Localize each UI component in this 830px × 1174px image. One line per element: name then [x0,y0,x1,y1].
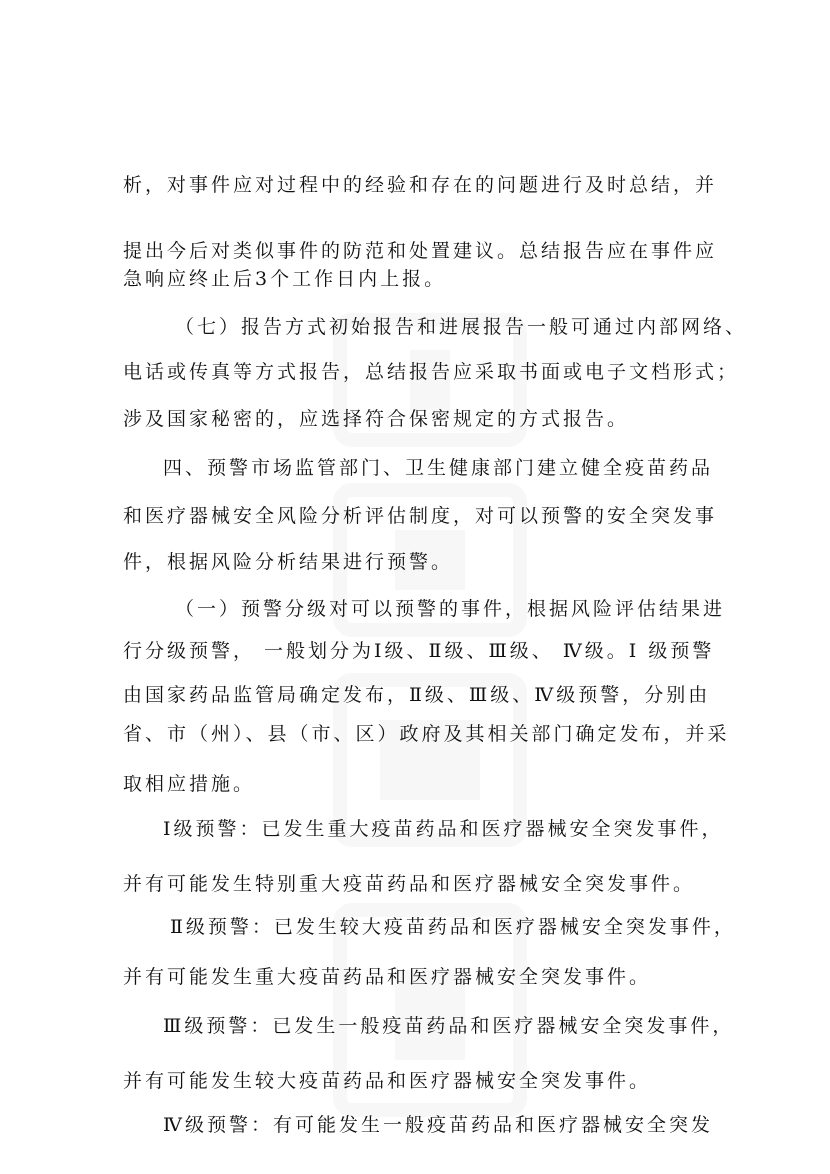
text-line-13: 省、市（州）、县（市、区）政府及其相关部门确定发布，并采 [123,723,730,745]
text-line-17: Ⅱ级预警：已发生较大疫苗药品和医疗器械安全突发事件， [170,916,736,938]
text-line-20: 并有可能发生较大疫苗药品和医疗器械安全突发事件。 [123,1070,652,1092]
text-line-3: 急响应终止后3个工作日内上报。 [123,268,447,290]
text-line-18: 并有可能发生重大疫苗药品和医疗器械安全突发事件。 [123,966,652,988]
text-line-9: 件，根据风险分析结果进行预警。 [123,551,454,573]
text-line-11: 行分级预警， 一般划分为Ⅰ级、Ⅱ级、Ⅲ级、 Ⅳ级。Ⅰ 级预警 [123,640,715,662]
text-line-7: 四、预警市场监管部门、卫生健康部门建立健全疫苗药品 [163,457,714,479]
text-line-8: 和医疗器械安全风险分析评估制度，对可以预警的安全突发事 [123,505,718,527]
text-line-19: Ⅲ级预警：已发生一般疫苗药品和医疗器械安全突发事件， [163,1015,735,1037]
text-line-1: 析，对事件应对过程中的经验和存在的问题进行及时总结，并 [123,174,718,196]
text-line-15: Ⅰ级预警：已发生重大疫苗药品和医疗器械安全突发事件， [163,818,724,840]
text-line-2: 提出今后对类似事件的防范和处置建议。总结报告应在事件应 [123,240,718,262]
text-line-10: （一）预警分级对可以预警的事件，根据风险评估结果进 [175,598,726,620]
text-line-21: Ⅳ级预警：有可能发生一般疫苗药品和医疗器械安全突发 [163,1114,713,1136]
text-line-14: 取相应措施。 [123,773,256,795]
text-line-16: 并有可能发生特别重大疫苗药品和医疗器械安全突发事件。 [123,873,696,895]
text-line-4: （七）报告方式初始报告和进展报告一般可通过内部网络、 [175,316,748,338]
text-line-6: 涉及国家秘密的，应选择符合保密规定的方式报告。 [123,408,630,430]
text-line-5: 电话或传真等方式报告，总结报告应采取书面或电子文档形式； [123,361,740,383]
text-line-12: 由国家药品监管局确定发布，Ⅱ级、Ⅲ级、Ⅳ级预警，分别由 [123,684,711,706]
